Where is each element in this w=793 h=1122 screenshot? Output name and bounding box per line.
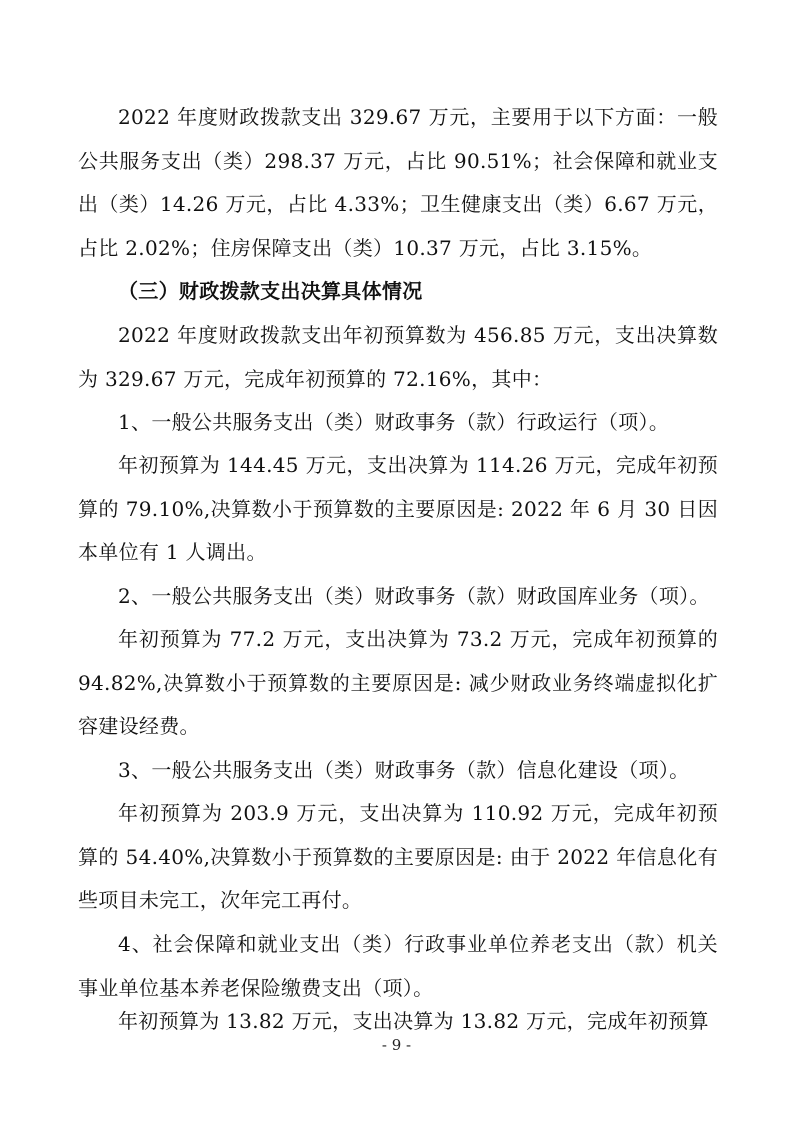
page-number: - 9 - — [381, 1036, 412, 1054]
section-heading: （三）财政拨款支出决算具体情况 — [118, 279, 423, 303]
item-1-title: 1、一般公共服务支出（类）财政事务（款）行政运行（项）。 — [118, 410, 670, 434]
item-1-detail: 年初预算为 144.45 万元，支出决算为 114.26 万元，完成年初预算的 79.10%,决算数小于预算数的主要原因是: 2022 年 6 月 30 日因本单位有 1 人调出。 — [78, 453, 718, 564]
item-3-title: 3、一般公共服务支出（类）财政事务（款）信息化建设（项）。 — [118, 758, 690, 782]
paragraph-budget-overview: 2022 年度财政拨款支出年初预算数为 456.85 万元，支出决算数为 329.67 万元，完成年初预算的 72.16%，其中： — [78, 323, 718, 391]
paragraph-expenditure-summary: 2022 年度财政拨款支出 329.67 万元，主要用于以下方面：一般公共服务支出（类）298.37 万元，占比 90.51%；社会保障和就业支出（类）14.26 万元，占比 4.33%；卫生健康支出（类）6.67 万元，占比 2.02%；住房保障支出（类）10.37 万元，占比 3.15%。 — [78, 105, 718, 260]
item-3-detail: 年初预算为 203.9 万元，支出决算为 110.92 万元，完成年初预算的 54.40%,决算数小于预算数的主要原因是: 由于 2022 年信息化有些项目未完工，次年完工再付。 — [78, 801, 718, 912]
item-4-detail: 年初预算为 13.82 万元，支出决算为 13.82 万元，完成年初预算 — [118, 1009, 709, 1033]
item-4-title: 4、社会保障和就业支出（类）行政事业单位养老支出（款）机关事业单位基本养老保险缴费支出（项）。 — [78, 932, 718, 1000]
item-2-title: 2、一般公共服务支出（类）财政事务（款）财政国库业务（项）。 — [118, 584, 710, 608]
item-2-detail: 年初预算为 77.2 万元，支出决算为 73.2 万元，完成年初预算的 94.82%,决算数小于预算数的主要原因是: 减少财政业务终端虚拟化扩容建设经费。 — [78, 627, 718, 738]
